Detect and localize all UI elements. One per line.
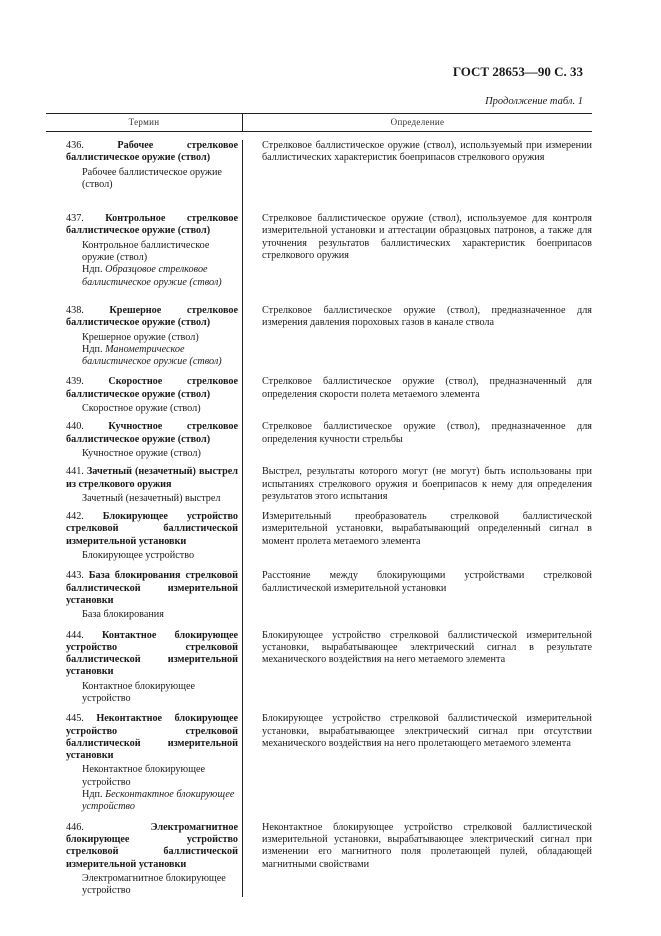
term-number: 445.: [66, 713, 84, 725]
term-short-form: Электромагнитное блокирующее устройство: [82, 872, 226, 897]
definition-cell: Расстояние между блокирующими устройствами стрелковой баллистической измерительной установки: [262, 570, 592, 594]
term-number: 442.: [66, 511, 84, 523]
term-short-form: Крешерное оружие (ствол): [82, 331, 199, 343]
column-divider: [242, 140, 243, 897]
ndp-term: Бесконтактное блокирующее устройство: [82, 789, 235, 813]
term-not-allowed: [46, 344, 238, 369]
table-row: [46, 713, 592, 821]
column-header-term: Термин: [46, 114, 243, 131]
term-title: Зачетный (незачетный) выстрел из стрелкового оружия: [66, 466, 238, 490]
table-row: [46, 305, 592, 376]
term-short-form: Контактное блокирующее устройство: [82, 680, 195, 704]
definition-cell: Выстрел, результаты которого могут (не могут) быть использованы при испытаниях стрелкового оружия и боеприпасов к нему для определения результатов этого испытания: [262, 466, 592, 502]
term-short-form: Рабочее баллистическое оружие (ствол): [82, 166, 222, 190]
term-heading: [46, 822, 238, 871]
term-short-form: База блокирования: [82, 609, 164, 621]
term-heading: [46, 305, 238, 330]
term-short-form: Зачетный (незачетный) выстрел: [82, 492, 221, 504]
term-title: Рабочее стрелковое баллистическое оружие (ствол): [66, 140, 238, 164]
term-cell: [46, 630, 242, 706]
term-title: Кучностное стрелковое баллистическое оружие (ствол): [66, 421, 239, 445]
term-heading: [46, 376, 238, 401]
term-cell: [46, 511, 242, 562]
term-number: 439.: [66, 376, 84, 388]
definition-cell: Стрелковое баллистическое оружие (ствол), используемый при измерении баллистических характеристик боеприпасов стрелкового оружия: [262, 140, 592, 164]
term-heading: [46, 213, 238, 238]
term-short-form: Скоростное оружие (ствол): [82, 403, 201, 415]
term-number: 441.: [66, 466, 84, 478]
definition-cell: Блокирующее устройство стрелковой баллистической измерительной установки, вырабатывающее электрический сигнал при отсутствии механического воздействия на него пролетающего метаемого элемента: [262, 713, 592, 749]
term-short-form: Контрольное баллистическое оружие (ствол): [82, 239, 210, 264]
term-cell: [46, 305, 242, 368]
ndp-term: Образцовое стрелковое баллистическое оружие (ствол): [82, 264, 222, 288]
term-number: 440.: [66, 421, 84, 433]
table-body: [46, 140, 592, 897]
term-heading: [46, 466, 238, 491]
term-title: Блокирующее устройство стрелковой баллистической измерительной установки: [66, 511, 238, 547]
table-row: [46, 630, 592, 714]
table-row: [46, 421, 592, 466]
term-short-form: Кучностное оружие (ствол): [82, 447, 201, 459]
term-cell: [46, 421, 242, 460]
definition-cell: Блокирующее устройство стрелковой баллистической измерительной установки, вырабатывающее электрический сигнал в результате механического воздействия на него метаемого элемента: [262, 629, 592, 666]
definition-cell: Измерительный преобразователь стрелковой баллистической измерительной установки, вырабатывающий определенный сигнал в момент пролета метаемого элемента: [262, 511, 592, 547]
term-cell: [46, 140, 242, 191]
column-header-definition: Определение: [390, 117, 445, 128]
table-row: [46, 822, 592, 898]
ndp-label: Ндп.: [82, 789, 103, 801]
term-number: 443.: [66, 570, 84, 582]
term-number: 437.: [66, 213, 84, 225]
term-short-form: Блокирующее устройство: [82, 550, 195, 562]
term-title: Скоростное стрелковое баллистическое оружие (ствол): [66, 376, 238, 400]
page-header: ГОСТ 28653—90 С. 33: [452, 64, 583, 79]
term-title: Контрольное стрелковое баллистическое оружие (ствол): [66, 213, 238, 237]
term-cell: [46, 466, 242, 505]
table-continuation-label: Продолжение табл. 1: [485, 96, 583, 107]
term-number: 446.: [66, 821, 84, 833]
term-not-allowed: [46, 789, 238, 814]
table-row: [46, 376, 592, 421]
term-title: Электромагнитное блокирующее устройство стрелковой баллистической измерительной установки: [66, 821, 238, 870]
term-cell: [46, 213, 242, 289]
table-header: [46, 113, 592, 132]
term-title: Неконтактное блокирующее устройство стрелковой баллистической измерительной установки: [66, 713, 238, 762]
term-heading: [46, 511, 238, 548]
term-heading: [46, 630, 238, 679]
table-row: [46, 570, 592, 629]
term-cell: [46, 713, 242, 813]
term-heading: [46, 140, 238, 165]
term-heading: [46, 713, 238, 762]
table-row: [46, 213, 592, 305]
definition-cell: Неконтактное блокирующее устройство стрелковой баллистической измерительной установки, вырабатывающее электрический сигнал при изменении его магнитного поля пролетающей пулей, обладающей магнитными свойствами: [262, 821, 592, 870]
term-number: 438.: [66, 304, 84, 316]
table-row: [46, 511, 592, 570]
table-row: [46, 140, 592, 213]
ndp-label: Ндп.: [82, 343, 103, 355]
term-cell: [46, 376, 242, 415]
term-short-form: Неконтактное блокирующее устройство: [82, 764, 206, 788]
definition-cell: Стрелковое баллистическое оружие (ствол), предназначенное для измерения давления пороховых газов в канале ствола: [262, 304, 592, 329]
term-title: Крешерное стрелковое баллистическое оружие (ствол): [66, 304, 239, 329]
term-number: 444.: [66, 629, 84, 641]
term-cell: [46, 822, 242, 898]
table-row: [46, 466, 592, 511]
term-title: Контактное блокирующее устройство стрелковой баллистической измерительной установки: [66, 629, 238, 678]
definition-cell: Стрелковое баллистическое оружие (ствол), предназначенный для определения скорости полета метаемого элемента: [262, 376, 592, 400]
term-cell: [46, 570, 242, 621]
term-number: 436.: [66, 140, 84, 151]
definition-cell: Стрелковое баллистическое оружие (ствол), используемое для контроля измерительной установки и аттестации образцовых патронов, а также для уточнения результатов баллистических характеристик боеприпасов стрелкового оружия: [262, 213, 592, 262]
terms-table: [46, 113, 592, 897]
term-title: База блокирования стрелковой баллистической измерительной установки: [66, 570, 239, 606]
term-heading: [46, 570, 238, 607]
term-heading: [46, 421, 238, 446]
definition-cell: Стрелковое баллистическое оружие (ствол), предназначенное для определения кучности стрельбы: [262, 421, 592, 445]
ndp-term: Манометрическое баллистическое оружие (ствол): [82, 343, 222, 368]
ndp-label: Ндп.: [82, 264, 103, 276]
term-not-allowed: [46, 264, 238, 289]
